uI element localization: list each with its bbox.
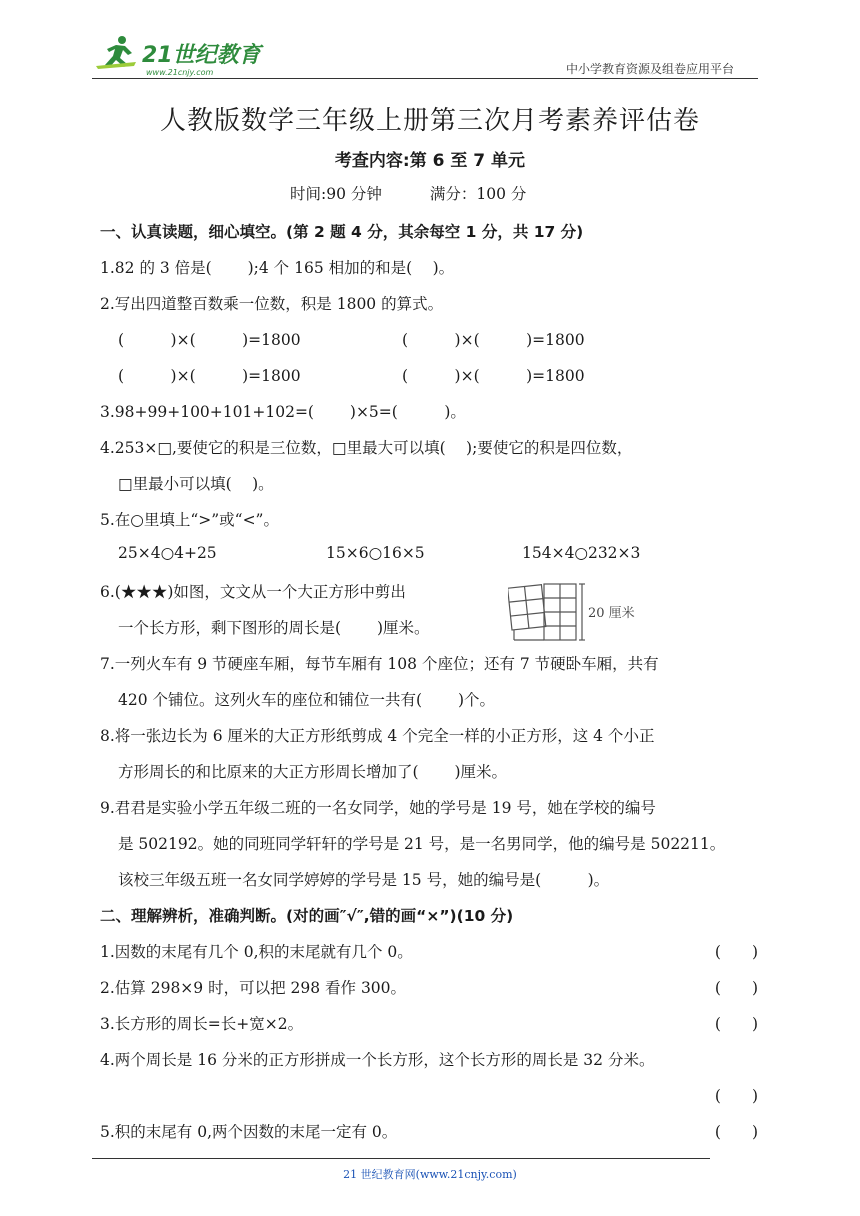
judge-answer-blank[interactable]: ( ): [714, 1123, 758, 1141]
judge-item: 5.积的末尾有 0,两个因数的末尾一定有 0。: [100, 1123, 398, 1141]
page-title: 人教版数学三年级上册第三次月考素养评估卷: [159, 106, 700, 136]
question-line: 一个长方形，剩下图形的周长是( )厘米。: [118, 619, 430, 637]
svg-text:21世纪教育: 21世纪教育: [142, 43, 261, 68]
header-divider: [92, 78, 758, 79]
exam-scope: 考查内容:第 6 至 7 单元: [334, 151, 526, 171]
square-cut-figure: [508, 578, 648, 644]
judge-item: 4.两个周长是 16 分米的正方形拼成一个长方形，这个长方形的周长是 32 分米。: [100, 1051, 655, 1069]
svg-text:www.21cnjy.com: www.21cnjy.com: [146, 68, 214, 77]
footer-divider: [92, 1158, 710, 1159]
question-line: 1.82 的 3 倍是( );4 个 165 相加的和是( )。: [100, 259, 455, 277]
svg-text:20 厘米: 20 厘米: [588, 606, 635, 621]
question-line: 该校三年级五班一名女同学婷婷的学号是 15 号，她的编号是( )。: [118, 871, 610, 889]
question-line: 方形周长的和比原来的大正方形周长增加了( )厘米。: [118, 763, 508, 781]
question-line: □里最小可以填( )。: [118, 475, 274, 493]
question-line: 9.君君是实验小学五年级二班的一名女同学，她的学号是 19 号，她在学校的编号: [100, 799, 656, 817]
question-line: 7.一列火车有 9 节硬座车厢，每节车厢有 108 个座位；还有 7 节硬卧车厢，共有: [100, 655, 659, 673]
exam-info: [290, 182, 526, 204]
section1-heading: 一、认真读题，细心填空。(第 2 题 4 分，其余每空 1 分，共 17 分): [100, 223, 584, 241]
header-platform-text: 中小学教育资源及组卷应用平台: [566, 62, 735, 76]
compare-expression: 15×6○16×5: [326, 544, 425, 562]
21cnjy-logo: [92, 32, 292, 80]
judge-item: 2.估算 298×9 时，可以把 298 看作 300。: [100, 979, 407, 997]
exam-score: 满分：100 分: [429, 185, 527, 203]
judge-item: 3.长方形的周长=长+宽×2。: [100, 1015, 304, 1033]
question-line: 是 502192。她的同班同学轩轩的学号是 21 号，是一名男同学，他的编号是 502211。: [118, 835, 726, 853]
answer-blank-row: ( )×( )=1800: [118, 331, 301, 349]
question-line: 8.将一张边长为 6 厘米的大正方形纸剪成 4 个完全一样的小正方形，这 4 个小正: [100, 727, 655, 745]
question-line: 420 个铺位。这列火车的座位和铺位一共有( )个。: [118, 691, 496, 709]
judge-item: 1.因数的末尾有几个 0,积的末尾就有几个 0。: [100, 943, 413, 961]
judge-answer-blank[interactable]: ( ): [714, 1087, 758, 1105]
compare-expression: 154×4○232×3: [522, 544, 641, 562]
answer-blank-row: ( )×( )=1800: [118, 367, 301, 385]
question-line: 4.253×□,要使它的积是三位数，□里最大可以填( );要使它的积是四位数，: [100, 439, 633, 457]
judge-answer-blank[interactable]: ( ): [714, 979, 758, 997]
compare-expression: 25×4○4+25: [118, 544, 217, 562]
footer-text: 21 世纪教育网(www.21cnjy.com): [343, 1168, 517, 1181]
question-line: 3.98+99+100+101+102=( )×5=( )。: [100, 403, 466, 421]
answer-blank-row: ( )×( )=1800: [402, 367, 585, 385]
section2-heading: 二、理解辨析，准确判断。(对的画″√″,错的画“×”)(10 分): [100, 907, 514, 925]
judge-answer-blank[interactable]: ( ): [714, 943, 758, 961]
judge-answer-blank[interactable]: ( ): [714, 1015, 758, 1033]
question-line: 2.写出四道整百数乘一位数，积是 1800 的算式。: [100, 295, 444, 313]
answer-blank-row: ( )×( )=1800: [402, 331, 585, 349]
question-line: 6.(★★★)如图，文文从一个大正方形中剪出: [100, 583, 406, 601]
exam-time: 时间:90 分钟: [290, 185, 382, 203]
question-line: 5.在○里填上“>”或“<”。: [100, 511, 279, 529]
